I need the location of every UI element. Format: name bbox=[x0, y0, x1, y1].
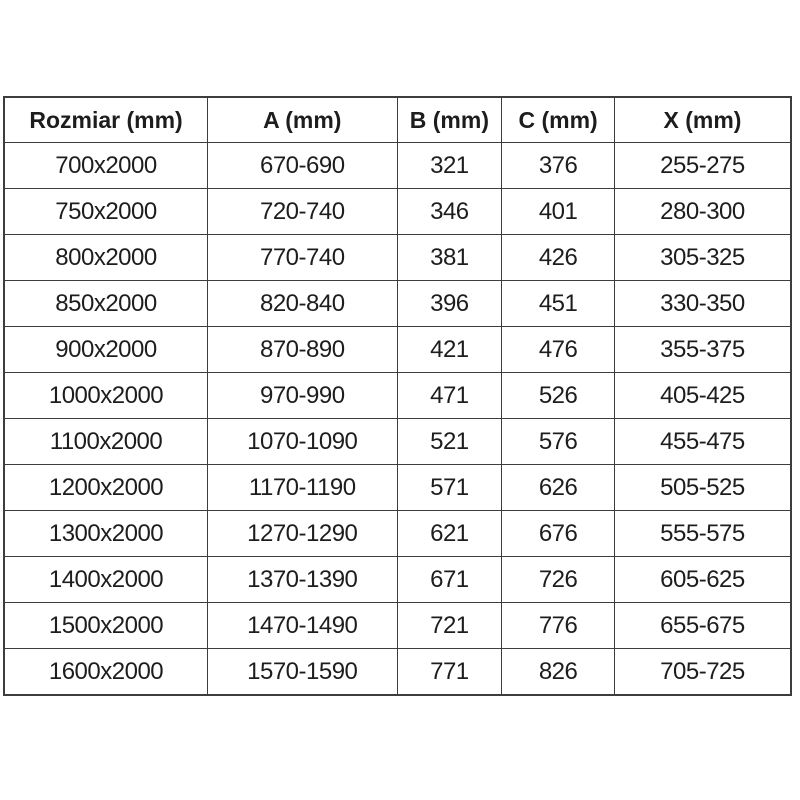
table-cell: 401 bbox=[502, 189, 615, 235]
table-cell: 1200x2000 bbox=[4, 465, 208, 511]
table-cell: 621 bbox=[397, 511, 502, 557]
table-cell: 900x2000 bbox=[4, 327, 208, 373]
table-cell: 750x2000 bbox=[4, 189, 208, 235]
table-row bbox=[4, 143, 791, 189]
table-cell: 1270-1290 bbox=[208, 511, 398, 557]
table-cell: 1400x2000 bbox=[4, 557, 208, 603]
table-cell: 850x2000 bbox=[4, 281, 208, 327]
column-header-a: A (mm) bbox=[208, 97, 398, 143]
table-body bbox=[4, 143, 791, 696]
table-row bbox=[4, 235, 791, 281]
table-cell: 455-475 bbox=[614, 419, 791, 465]
table-cell: 626 bbox=[502, 465, 615, 511]
table-cell: 721 bbox=[397, 603, 502, 649]
table-cell: 426 bbox=[502, 235, 615, 281]
table-row bbox=[4, 465, 791, 511]
table-cell: 576 bbox=[502, 419, 615, 465]
table-cell: 870-890 bbox=[208, 327, 398, 373]
table-cell: 726 bbox=[502, 557, 615, 603]
table-row bbox=[4, 649, 791, 696]
table-cell: 1070-1090 bbox=[208, 419, 398, 465]
table-cell: 676 bbox=[502, 511, 615, 557]
table-cell: 720-740 bbox=[208, 189, 398, 235]
table-cell: 670-690 bbox=[208, 143, 398, 189]
table-row bbox=[4, 557, 791, 603]
table-cell: 526 bbox=[502, 373, 615, 419]
table-cell: 826 bbox=[502, 649, 615, 696]
table-row bbox=[4, 511, 791, 557]
table-cell: 770-740 bbox=[208, 235, 398, 281]
table-cell: 1000x2000 bbox=[4, 373, 208, 419]
table-cell: 521 bbox=[397, 419, 502, 465]
table-cell: 800x2000 bbox=[4, 235, 208, 281]
table-row bbox=[4, 281, 791, 327]
table-cell: 421 bbox=[397, 327, 502, 373]
table-cell: 381 bbox=[397, 235, 502, 281]
table-cell: 776 bbox=[502, 603, 615, 649]
table-cell: 255-275 bbox=[614, 143, 791, 189]
table-cell: 471 bbox=[397, 373, 502, 419]
table-cell: 321 bbox=[397, 143, 502, 189]
table-cell: 330-350 bbox=[614, 281, 791, 327]
dimensions-table bbox=[3, 96, 792, 696]
table-cell: 605-625 bbox=[614, 557, 791, 603]
table-cell: 700x2000 bbox=[4, 143, 208, 189]
table-cell: 1370-1390 bbox=[208, 557, 398, 603]
table-row bbox=[4, 419, 791, 465]
table-cell: 355-375 bbox=[614, 327, 791, 373]
table-cell: 305-325 bbox=[614, 235, 791, 281]
table-cell: 376 bbox=[502, 143, 615, 189]
table-row bbox=[4, 327, 791, 373]
table-cell: 451 bbox=[502, 281, 615, 327]
table-cell: 1570-1590 bbox=[208, 649, 398, 696]
table-cell: 346 bbox=[397, 189, 502, 235]
table-cell: 555-575 bbox=[614, 511, 791, 557]
table-cell: 671 bbox=[397, 557, 502, 603]
table-cell: 396 bbox=[397, 281, 502, 327]
table-cell: 1300x2000 bbox=[4, 511, 208, 557]
table-row bbox=[4, 373, 791, 419]
table-cell: 705-725 bbox=[614, 649, 791, 696]
table-cell: 970-990 bbox=[208, 373, 398, 419]
table-cell: 1470-1490 bbox=[208, 603, 398, 649]
header-row bbox=[4, 97, 791, 143]
column-header-c: C (mm) bbox=[502, 97, 615, 143]
table-cell: 1170-1190 bbox=[208, 465, 398, 511]
column-header-rozmiar: Rozmiar (mm) bbox=[4, 97, 208, 143]
table-cell: 571 bbox=[397, 465, 502, 511]
table-cell: 820-840 bbox=[208, 281, 398, 327]
table-cell: 771 bbox=[397, 649, 502, 696]
table-row bbox=[4, 189, 791, 235]
table-row bbox=[4, 603, 791, 649]
table-cell: 505-525 bbox=[614, 465, 791, 511]
table-cell: 1500x2000 bbox=[4, 603, 208, 649]
table-cell: 405-425 bbox=[614, 373, 791, 419]
table-cell: 280-300 bbox=[614, 189, 791, 235]
table-cell: 1100x2000 bbox=[4, 419, 208, 465]
column-header-b: B (mm) bbox=[397, 97, 502, 143]
table-cell: 476 bbox=[502, 327, 615, 373]
table-cell: 655-675 bbox=[614, 603, 791, 649]
column-header-x: X (mm) bbox=[614, 97, 791, 143]
table-cell: 1600x2000 bbox=[4, 649, 208, 696]
